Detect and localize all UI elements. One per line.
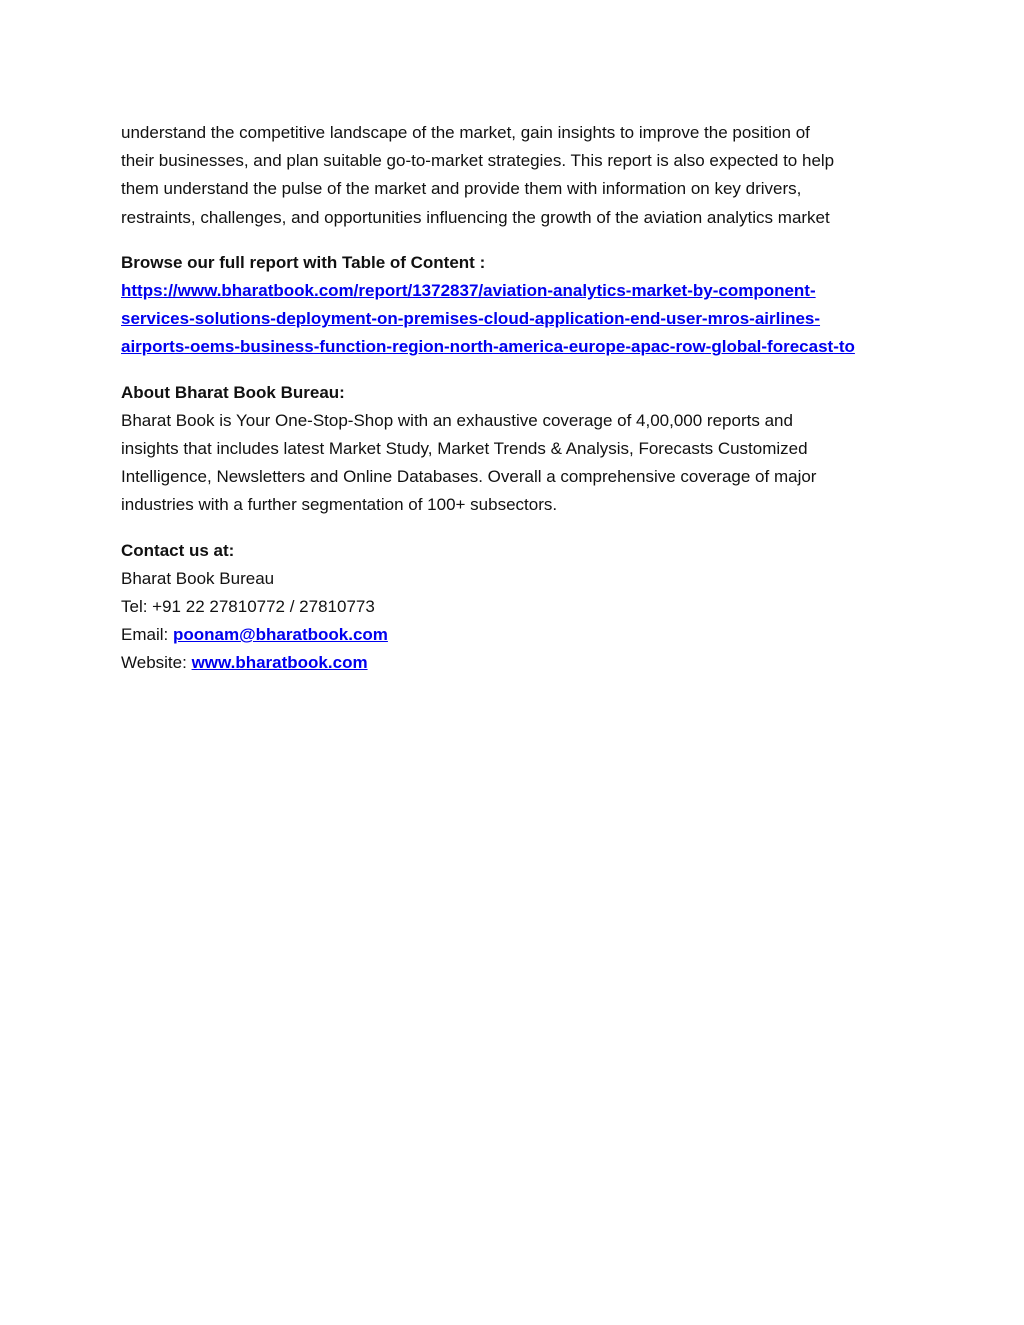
report-link[interactable] [121,305,911,333]
report-link-line: https://www.bharatbook.com/report/1372837/aviation-analytics-market-by-component- [121,281,816,301]
document-page [121,119,911,678]
email-label: Email: [121,625,173,645]
report-link[interactable] [121,277,911,305]
report-link[interactable] [121,333,911,361]
intro-line: their businesses, and plan suitable go-to-market strategies. This report is also expected to help [121,151,835,171]
about-line: industries with a further segmentation of 100+ subsectors. [121,495,558,515]
contact-heading: Contact us at: [121,540,235,560]
about-heading: About Bharat Book Bureau: [121,382,345,402]
browse-heading: Browse our full report with Table of Content : [121,252,486,272]
intro-paragraph [121,119,911,232]
contact-section [121,537,911,678]
browse-section [121,249,911,362]
intro-line: understand the competitive landscape of the market, gain insights to improve the position of [121,123,810,142]
contact-email-row [121,621,911,649]
about-line: insights that includes latest Market Study, Market Trends & Analysis, Forecasts Customized [121,439,808,459]
contact-website-row [121,649,911,677]
intro-line: restraints, challenges, and opportunities influencing the growth of the aviation analytics market [121,207,830,227]
paragraph-spacer [121,520,911,537]
about-line: Intelligence, Newsletters and Online Databases. Overall a comprehensive coverage of major [121,467,817,487]
report-link-line: services-solutions-deployment-on-premises-cloud-application-end-user-mros-airlines- [121,309,821,329]
report-link-line: airports-oems-business-function-region-north-america-europe-apac-row-global-forecast-to [121,337,855,357]
intro-line: them understand the pulse of the market and provide them with information on key drivers, [121,179,802,199]
about-line: Bharat Book is Your One-Stop-Shop with an exhaustive coverage of 4,00,000 reports and [121,410,793,430]
website-label: Website: [121,653,192,673]
website-link[interactable]: www.bharatbook.com [191,653,368,673]
paragraph-spacer [121,232,911,249]
contact-tel: Tel: +91 22 27810772 / 27810773 [121,597,375,617]
email-link[interactable]: poonam@bharatbook.com [172,625,388,645]
about-section [121,379,911,520]
paragraph-spacer [121,362,911,379]
contact-company: Bharat Book Bureau [121,568,275,588]
